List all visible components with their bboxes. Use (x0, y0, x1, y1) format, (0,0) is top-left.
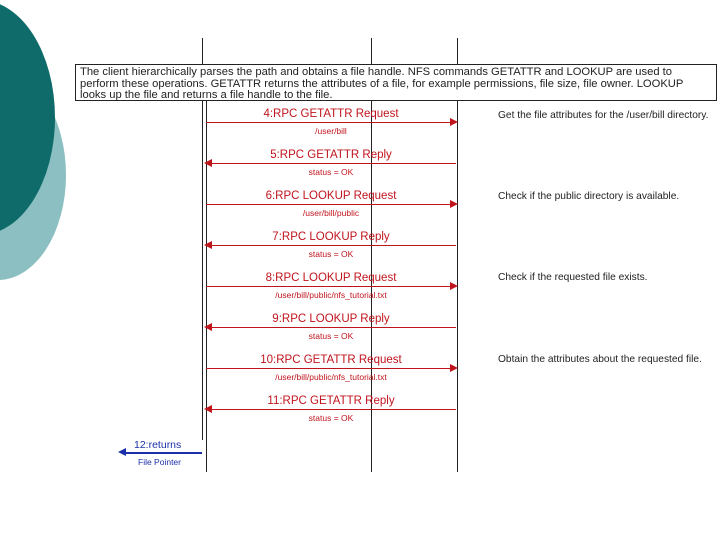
arrow-head-right (450, 200, 458, 208)
arrow-line (206, 327, 456, 328)
message-param: status = OK (308, 331, 354, 341)
return-label: 12:returns (134, 439, 182, 451)
message-4 (206, 108, 456, 142)
arrow-head-left (204, 159, 212, 167)
arrow-head-left (204, 323, 212, 331)
message-8 (206, 272, 456, 306)
note-file-exists: Check if the requested file exists. (498, 272, 648, 283)
arrow-head-right (450, 282, 458, 290)
arrow-head-right (450, 364, 458, 372)
arrow-line (206, 286, 456, 287)
arrow-line (206, 204, 456, 205)
description-box (75, 64, 717, 101)
description-text: The client hierarchically parses the path and obtains a file handle. NFS commands GETATTR and LOOKUP are used to perform these operations. GETATTR returns the attributes of a file, for example permissions, file size, file owner. LOOKUP looks up the file and returns a file handle to the file. (80, 66, 684, 101)
note-public-dir: Check if the public directory is available. (498, 191, 680, 202)
message-label: 8:RPC LOOKUP Request (265, 272, 397, 284)
message-10 (206, 354, 456, 388)
message-5 (206, 149, 456, 183)
message-label: 5:RPC GETATTR Reply (270, 149, 392, 161)
message-param: /user/bill (315, 126, 347, 136)
note-getattr-bill: Get the file attributes for the /user/bill directory. (498, 110, 709, 121)
message-param: status = OK (308, 249, 354, 259)
return-message (118, 435, 202, 469)
arrow-line (206, 245, 456, 246)
lifeline-server-b (457, 38, 458, 472)
arrow-head-left (204, 405, 212, 413)
message-label: 6:RPC LOOKUP Request (265, 190, 397, 202)
message-label: 10:RPC GETATTR Request (260, 354, 402, 366)
message-11 (206, 395, 456, 429)
arrow-line (206, 163, 456, 164)
arrow-line (206, 122, 456, 123)
message-label: 11:RPC GETATTR Reply (267, 395, 395, 407)
note-file-attributes: Obtain the attributes about the requested file. (498, 354, 702, 365)
message-label: 7:RPC LOOKUP Reply (272, 231, 390, 243)
message-param: /user/bill/public (302, 208, 360, 218)
message-param: status = OK (308, 167, 354, 177)
return-arrow-head (118, 448, 126, 456)
arrow-head-right (450, 118, 458, 126)
message-param: /user/bill/public/nfs_tutorial.txt (275, 372, 387, 382)
message-9 (206, 313, 456, 347)
arrow-line (206, 409, 456, 410)
message-6 (206, 190, 456, 224)
message-label: 9:RPC LOOKUP Reply (272, 313, 390, 325)
message-label: 4:RPC GETATTR Request (263, 108, 399, 120)
arrow-line (206, 368, 456, 369)
message-param: /user/bill/public/nfs_tutorial.txt (275, 290, 387, 300)
message-param: status = OK (308, 413, 354, 423)
return-arrow-line (122, 452, 202, 454)
arrow-head-left (204, 241, 212, 249)
return-param: File Pointer (138, 457, 181, 467)
message-7 (206, 231, 456, 265)
